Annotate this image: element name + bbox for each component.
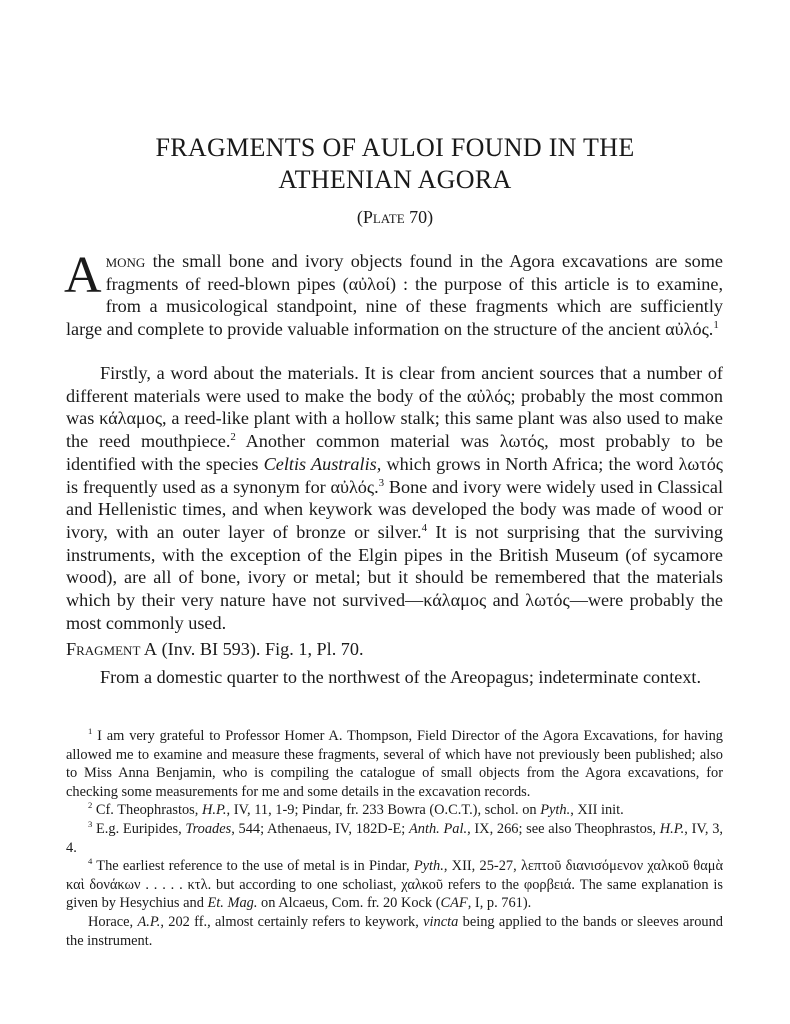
footnote-3-anth: Anth. Pal. (409, 820, 468, 837)
materials-text-5: It is not surprising that the surviving instruments, with the exception of the Elgin pipes in the British Museum (of sycamore wood), are all of bone, ivory or metal; but it should be remembered that the materials which by their very nature have not survived—κάλαμος and λωτός—were probably the most commonly used. (66, 521, 723, 633)
species-name: Celtis Australis, (263, 453, 382, 474)
fragment-label: Fragment A (66, 639, 158, 659)
footnote-ref-1[interactable]: 1 (713, 319, 719, 332)
footnote-5-ap: A.P. (137, 913, 161, 930)
fragment-reference: (Inv. BI 593). Fig. 1, Pl. 70. (157, 639, 364, 659)
footnote-4-text-c: on Alcaeus, Com. fr. 20 Kock ( (257, 895, 441, 912)
footnote-1 (66, 727, 723, 801)
fragment-paragraph: From a domestic quarter to the northwest of the Areopagus; indeterminate context. (100, 667, 702, 687)
footnote-3-text-a: E.g. Euripides, (92, 820, 186, 837)
footnote-5-text-b: , 202 ff., almost certainly refers to keywork, (160, 913, 424, 930)
footnote-5-text-a: Horace, (88, 913, 138, 930)
footnote-3-text-d: , IV, 3, 4. (66, 820, 724, 856)
materials-text-2: Another common material was λωτός, most probably to be identified with the species (66, 431, 723, 474)
footnote-ref-2[interactable]: 2 (230, 431, 236, 444)
footnote-4-text-a: The earliest reference to the use of metal is in Pindar, (92, 858, 414, 875)
materials-text-3: which grows in North Africa; the word λωτός is frequently used as a synonym for αὐλός. (66, 453, 723, 497)
footnote-3-text-c: , IX, 266; see also Theophrastos, (467, 820, 660, 837)
footnote-3-troades: Troades (185, 820, 232, 837)
footnote-3 (66, 820, 723, 857)
footnote-4-etmag: Et. Mag. (207, 895, 258, 912)
footnote-2-hp: H.P. (201, 802, 227, 819)
drop-cap: A (64, 247, 102, 304)
footnote-3-number: 3 (88, 819, 93, 830)
footnote-2-text-c: , XII init. (570, 802, 624, 819)
plate-reference (0, 206, 790, 228)
footnote-4-continued (66, 913, 723, 950)
footnote-ref-3[interactable]: 3 (378, 476, 385, 489)
fragment-heading (66, 638, 723, 661)
footnote-4-text-b: , XII, 25-27, λεπτοῦ διανισόμενον χαλκοῦ θαμὰ καὶ δονάκων . . . . . κτλ. but according to one scholiast, χαλκοῦ refers to the φορβειά. The same explanation is given by Hesychius and (66, 858, 723, 912)
intro-paragraph (64, 247, 723, 341)
footnote-2-text-a: Cf. Theophrastos, (92, 802, 202, 819)
footnote-5-text-c: being applied to the bands or sleeves around the instrument. (66, 913, 723, 949)
footnote-2-number: 2 (88, 800, 93, 811)
footnote-4-number: 4 (88, 856, 93, 867)
footnote-5-vincta: vincta (423, 913, 459, 930)
footnote-4 (66, 857, 723, 913)
footnote-4-text-d: , I, p. 761). (467, 895, 532, 912)
footnote-4-pyth: Pyth. (413, 858, 444, 875)
footnote-1-number: 1 (88, 726, 93, 737)
footnote-4-caf: CAF (440, 895, 468, 912)
intro-lead-word: mong (105, 251, 146, 271)
footnote-3-hp: H.P. (659, 820, 685, 837)
footnote-ref-4[interactable]: 4 (421, 521, 428, 534)
plate-open-paren: ( (356, 207, 363, 227)
footnotes (66, 727, 723, 950)
materials-paragraph (66, 362, 723, 634)
footnote-2-pyth: Pyth. (540, 802, 571, 819)
footnote-3-text-b: , 544; Athenaeus, IV, 182D-E; (231, 820, 409, 837)
footnote-2 (66, 801, 723, 820)
title-line-2: ATHENIAN AGORA (278, 165, 512, 194)
footnote-2-text-b: , IV, 11, 1-9; Pindar, fr. 233 Bowra (O.C.T.), schol. on (226, 802, 541, 819)
article-title (60, 132, 730, 196)
intro-text: the small bone and ivory objects found in the Agora excavations are some fragments of reed-blown pipes (αὐλοί) : the purpose of this article is to examine, from a musicological standpoint, nine of these fragments which are sufficiently large and complete to provide valuable information on the structure of the ancient αὐλός. (66, 251, 723, 340)
title-line-1: FRAGMENTS OF AULOI FOUND IN THE (155, 133, 635, 162)
plate-label: Plate 70 (362, 207, 428, 227)
footnote-1-text: I am very grateful to Professor Homer A. Thompson, Field Director of the Agora Excavations, for having allowed me to examine and measure these fragments, several of which have not previously been published; also to Miss Anna Benjamin, who is compiling the catalogue of small objects from the Agora excavations, for checking some measurements for me and some details in the excavation records. (66, 728, 723, 800)
materials-text-1: Firstly, a word about the materials. It is clear from ancient sources that a number of different materials were used to make the body of the αὐλός; probably the most common was κάλαμος, a reed-like plant with a hollow stalk; this same plant was also used to make the reed mouthpiece. (66, 363, 723, 452)
materials-text-4: Bone and ivory were widely used in Classical and Hellenistic times, and when keywork was developed the body was made of wood or ivory, with an outer layer of bronze or silver. (66, 476, 723, 542)
plate-close-paren: ) (427, 207, 434, 227)
